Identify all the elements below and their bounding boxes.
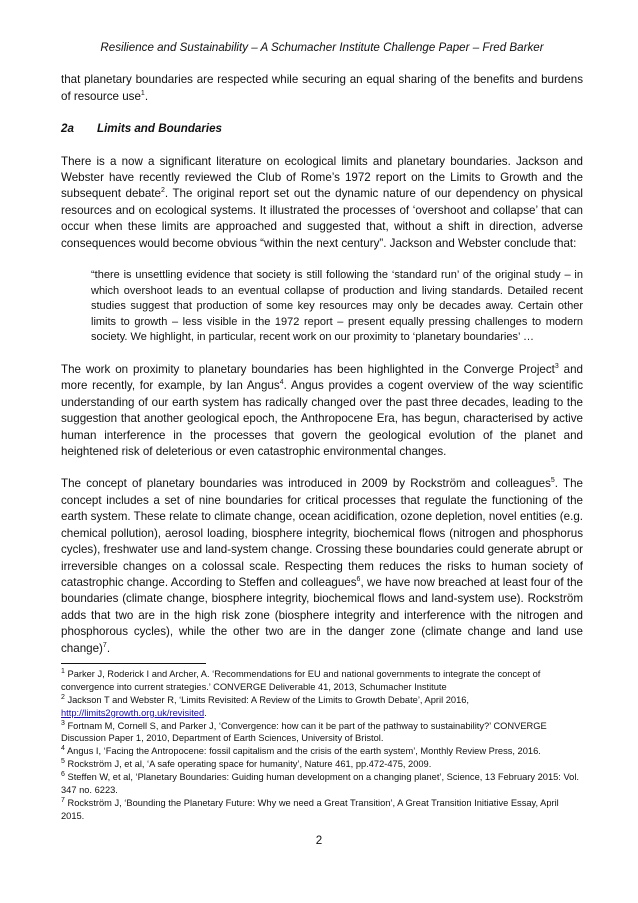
footnote-number: 2 [61,693,65,701]
paragraph-text: and more recently, for example, by Ian Angus [61,363,583,393]
paragraph-text: . The original report set out the dynamic nature of our dependency on physical resources and on ecological systems. It illustrated the processes of ‘overshoot and collapse’ that can occur when these limits are approached and suggested that, without a shift in direction, adverse consequences would become obvious “within the next century”. Jackson and Webster conclude that: [61,187,583,250]
footnote-ref[interactable]: 6 [356,576,361,584]
footnote-text: Parker J, Roderick I and Archer, A. ‘Recommendations for EU and national governments to integrate the concept of convergence into current strategies.’ CONVERGE Deliverable 41, 2013, Schumacher Institute [61,668,541,692]
footnote-ref[interactable]: 7 [102,641,107,649]
paragraph-text: The concept of planetary boundaries was introduced in 2009 by Rockström and colleagues [61,477,551,491]
footnote-number: 7 [61,796,65,804]
footnote-6 [61,771,583,797]
page-number: 2 [315,834,323,847]
paragraph-text: . Angus provides a cogent overview of the way scientific understanding of our earth system has radically changed over the past three decades, leading to the suggestion that another geological epoch, the Anthropocene Era, has begun, characterised by active human interference in the processes that govern the geological evolution of the planet and heightened risk of deleterious or even catastrophic environmental changes. [61,379,583,459]
intro-paragraph [61,72,583,105]
footnote-ref[interactable]: 5 [550,477,555,485]
footnote-ref[interactable]: 4 [279,379,284,387]
block-quote: “there is unsettling evidence that society is still following the ‘standard run’ of the original study – in which overshoot leads to an eventual collapse of production and living standards. Detailed recent studies suggest that production of some key resources may only be decades away. Certain other limits to growth – less visible in the 1972 report – present equally pressing challenges to modern society. We highlight, in particular, recent work on our proximity to ‘planetary boundaries’ … [91,269,583,344]
section-title: Limits and Boundaries [97,122,222,136]
footnote-number: 5 [61,758,65,766]
intro-text: that planetary boundaries are respected while securing an equal sharing of the benefits and burdens of resource use [61,73,583,103]
paragraph-limits [61,154,583,252]
footnote-2 [61,694,583,720]
footnote-text: Fortnam M, Cornell S, and Parker J, ‘Convergence: how can it be part of the pathway to sustainability?’ CONVERGE Discussion Paper 1, 2010, Department of Earth Sciences, University of Bristol. [61,720,547,744]
footnote-ref[interactable]: 1 [140,89,145,97]
paragraph-text: . [106,641,111,655]
footnote-text: Rockström J, ‘Bounding the Planetary Future: Why we need a Great Transition’, A Great Transition Initiative Essay, April 2015. [61,798,559,821]
paragraph-converge [61,362,583,460]
footnote-text: . [204,707,207,718]
running-header: Resilience and Sustainability – A Schumacher Institute Challenge Paper – Fred Barker [100,41,544,54]
paragraph-text: , we have now breached at least four of the boundaries (climate change, biosphere integrity, biochemical flows and land-system use). Rockström adds that two are in the high risk zone (biosphere integrity and interference with the nitrogen and phosphorous cycles), while the other two are in the danger zone (climate change and land use change) [61,575,583,655]
paragraph-text: The work on proximity to planetary boundaries has been highlighted in the Converge Project [61,363,555,377]
footnote-number: 1 [61,667,65,675]
footnote-number: 4 [61,745,65,753]
section-heading [61,121,583,137]
footnote-text: Angus I, ‘Facing the Antropocene: fossil capitalism and the crisis of the earth system’, Monthly Review Press, 2016. [64,746,541,757]
footnote-number: 3 [61,719,65,727]
footnote-divider [61,663,206,664]
footnote-7 [61,797,583,823]
footnote-number: 6 [61,771,65,779]
footnote-text: Jackson T and Webster R, ‘Limits Revisited: A Review of the Limits to Growth Debate’, April 2016, [64,694,469,705]
footnote-4 [61,745,583,758]
footnote-text: Steffen W, et al, ‘Planetary Boundaries: Guiding human development on a changing planet’, Science, 13 February 2015: Vol. 347 no. 6223. [61,772,579,796]
paragraph-text: . The concept includes a set of nine boundaries for critical processes that regulate the functioning of the earth system. These relate to climate change, ocean acidification, ozone depletion, novel entities (e.g. chemical pollution), aerosol loading, biosphere integrity, biochemical flows (nitrogen and phosphorus cycles), freshwater use and land-system change. Crossing these boundaries could generate abrupt or irreversible changes on a colossal scale. Respecting them reduces the risks to human society of catastrophic change. According to Steffen and colleagues [61,477,584,589]
footnote-5 [61,758,583,771]
section-number: 2a [61,122,74,136]
footnote-ref[interactable]: 2 [160,187,165,195]
paragraph-text: There is a now a significant literature on ecological limits and planetary boundaries. Jackson and Webster have recently reviewed the Club of Rome’s 1972 report on the Limits to Growth and the subsequent debate [61,154,583,201]
footnote-ref[interactable]: 3 [554,363,559,371]
paragraph-boundaries [61,476,583,656]
intro-end: . [144,89,149,103]
footnote-text: Rockström J, et al, ‘A safe operating space for humanity’, Nature 461, pp.472-475, 2009. [64,759,432,770]
footnotes [61,668,583,823]
footnote-3 [61,720,583,746]
footnote-1 [61,668,583,694]
footnote-link[interactable]: http://limits2growth.org.uk/revisited [61,707,205,718]
